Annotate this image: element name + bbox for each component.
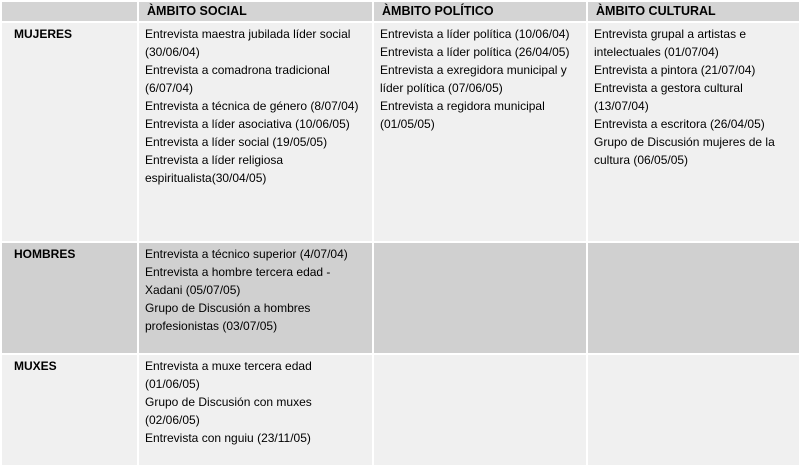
header-row — [2, 2, 799, 21]
cell-hombres-politico — [374, 243, 586, 353]
list-item: Entrevista con nguiu (23/11/05) — [145, 431, 311, 445]
cell-muxes-social — [139, 355, 372, 465]
header-corner — [2, 2, 137, 21]
row-muxes — [2, 355, 799, 465]
list-item: Entrevista a escritora (26/04/05) — [594, 117, 765, 131]
list-item: Entrevista a regidora municipal (01/05/05) — [380, 99, 545, 131]
list-item: Entrevista a líder religiosa espiritualista(30/04/05) — [145, 153, 284, 185]
list-item: Entrevista a líder política (10/06/04) — [380, 27, 570, 41]
list-item: Grupo de Discusión mujeres de la cultura (06/05/05) — [594, 135, 775, 167]
cell-hombres-cultural — [588, 243, 799, 353]
list-item: Entrevista maestra jubilada líder social (30/06/04) — [145, 27, 351, 59]
list-item: Grupo de Discusión con muxes (02/06/05) — [145, 395, 312, 427]
row-label-mujeres: MUJERES — [2, 23, 137, 241]
cell-muxes-cultural — [588, 355, 799, 465]
list-item: Entrevista a técnico superior (4/07/04) — [145, 247, 348, 261]
cell-mujeres-cultural — [588, 23, 799, 241]
cell-hombres-social — [139, 243, 372, 353]
list-item: Entrevista a pintora (21/07/04) — [594, 63, 756, 77]
list-item: Entrevista a muxe tercera edad (01/06/05) — [145, 359, 312, 391]
header-social: ÀMBITO SOCIAL — [139, 2, 372, 21]
list-item: Entrevista a exregidora municipal y líder política (07/06/05) — [380, 63, 567, 95]
cell-mujeres-politico — [374, 23, 586, 241]
list-item: Entrevista a comadrona tradicional (6/07/04) — [145, 63, 330, 95]
cell-muxes-politico — [374, 355, 586, 465]
cell-mujeres-social — [139, 23, 372, 241]
row-label-muxes: MUXES — [2, 355, 137, 465]
row-hombres — [2, 243, 799, 353]
header-politico: ÀMBITO POLÍTICO — [374, 2, 586, 21]
list-item: Entrevista a gestora cultural (13/07/04) — [594, 81, 743, 113]
header-cultural: ÀMBITO CULTURAL — [588, 2, 799, 21]
list-item: Entrevista a hombre tercera edad - Xadani (05/07/05) — [145, 265, 331, 297]
list-item: Entrevista a líder social (19/05/05) — [145, 135, 328, 149]
row-mujeres — [2, 23, 799, 241]
list-item: Entrevista grupal a artistas e intelectuales (01/07/04) — [594, 27, 747, 59]
list-item: Entrevista a técnica de género (8/07/04) — [145, 99, 359, 113]
list-item: Entrevista a líder política (26/04/05) — [380, 45, 570, 59]
row-label-hombres: HOMBRES — [2, 243, 137, 353]
list-item: Entrevista a líder asociativa (10/06/05) — [145, 117, 350, 131]
list-item: Grupo de Discusión a hombres profesionistas (03/07/05) — [145, 301, 311, 333]
